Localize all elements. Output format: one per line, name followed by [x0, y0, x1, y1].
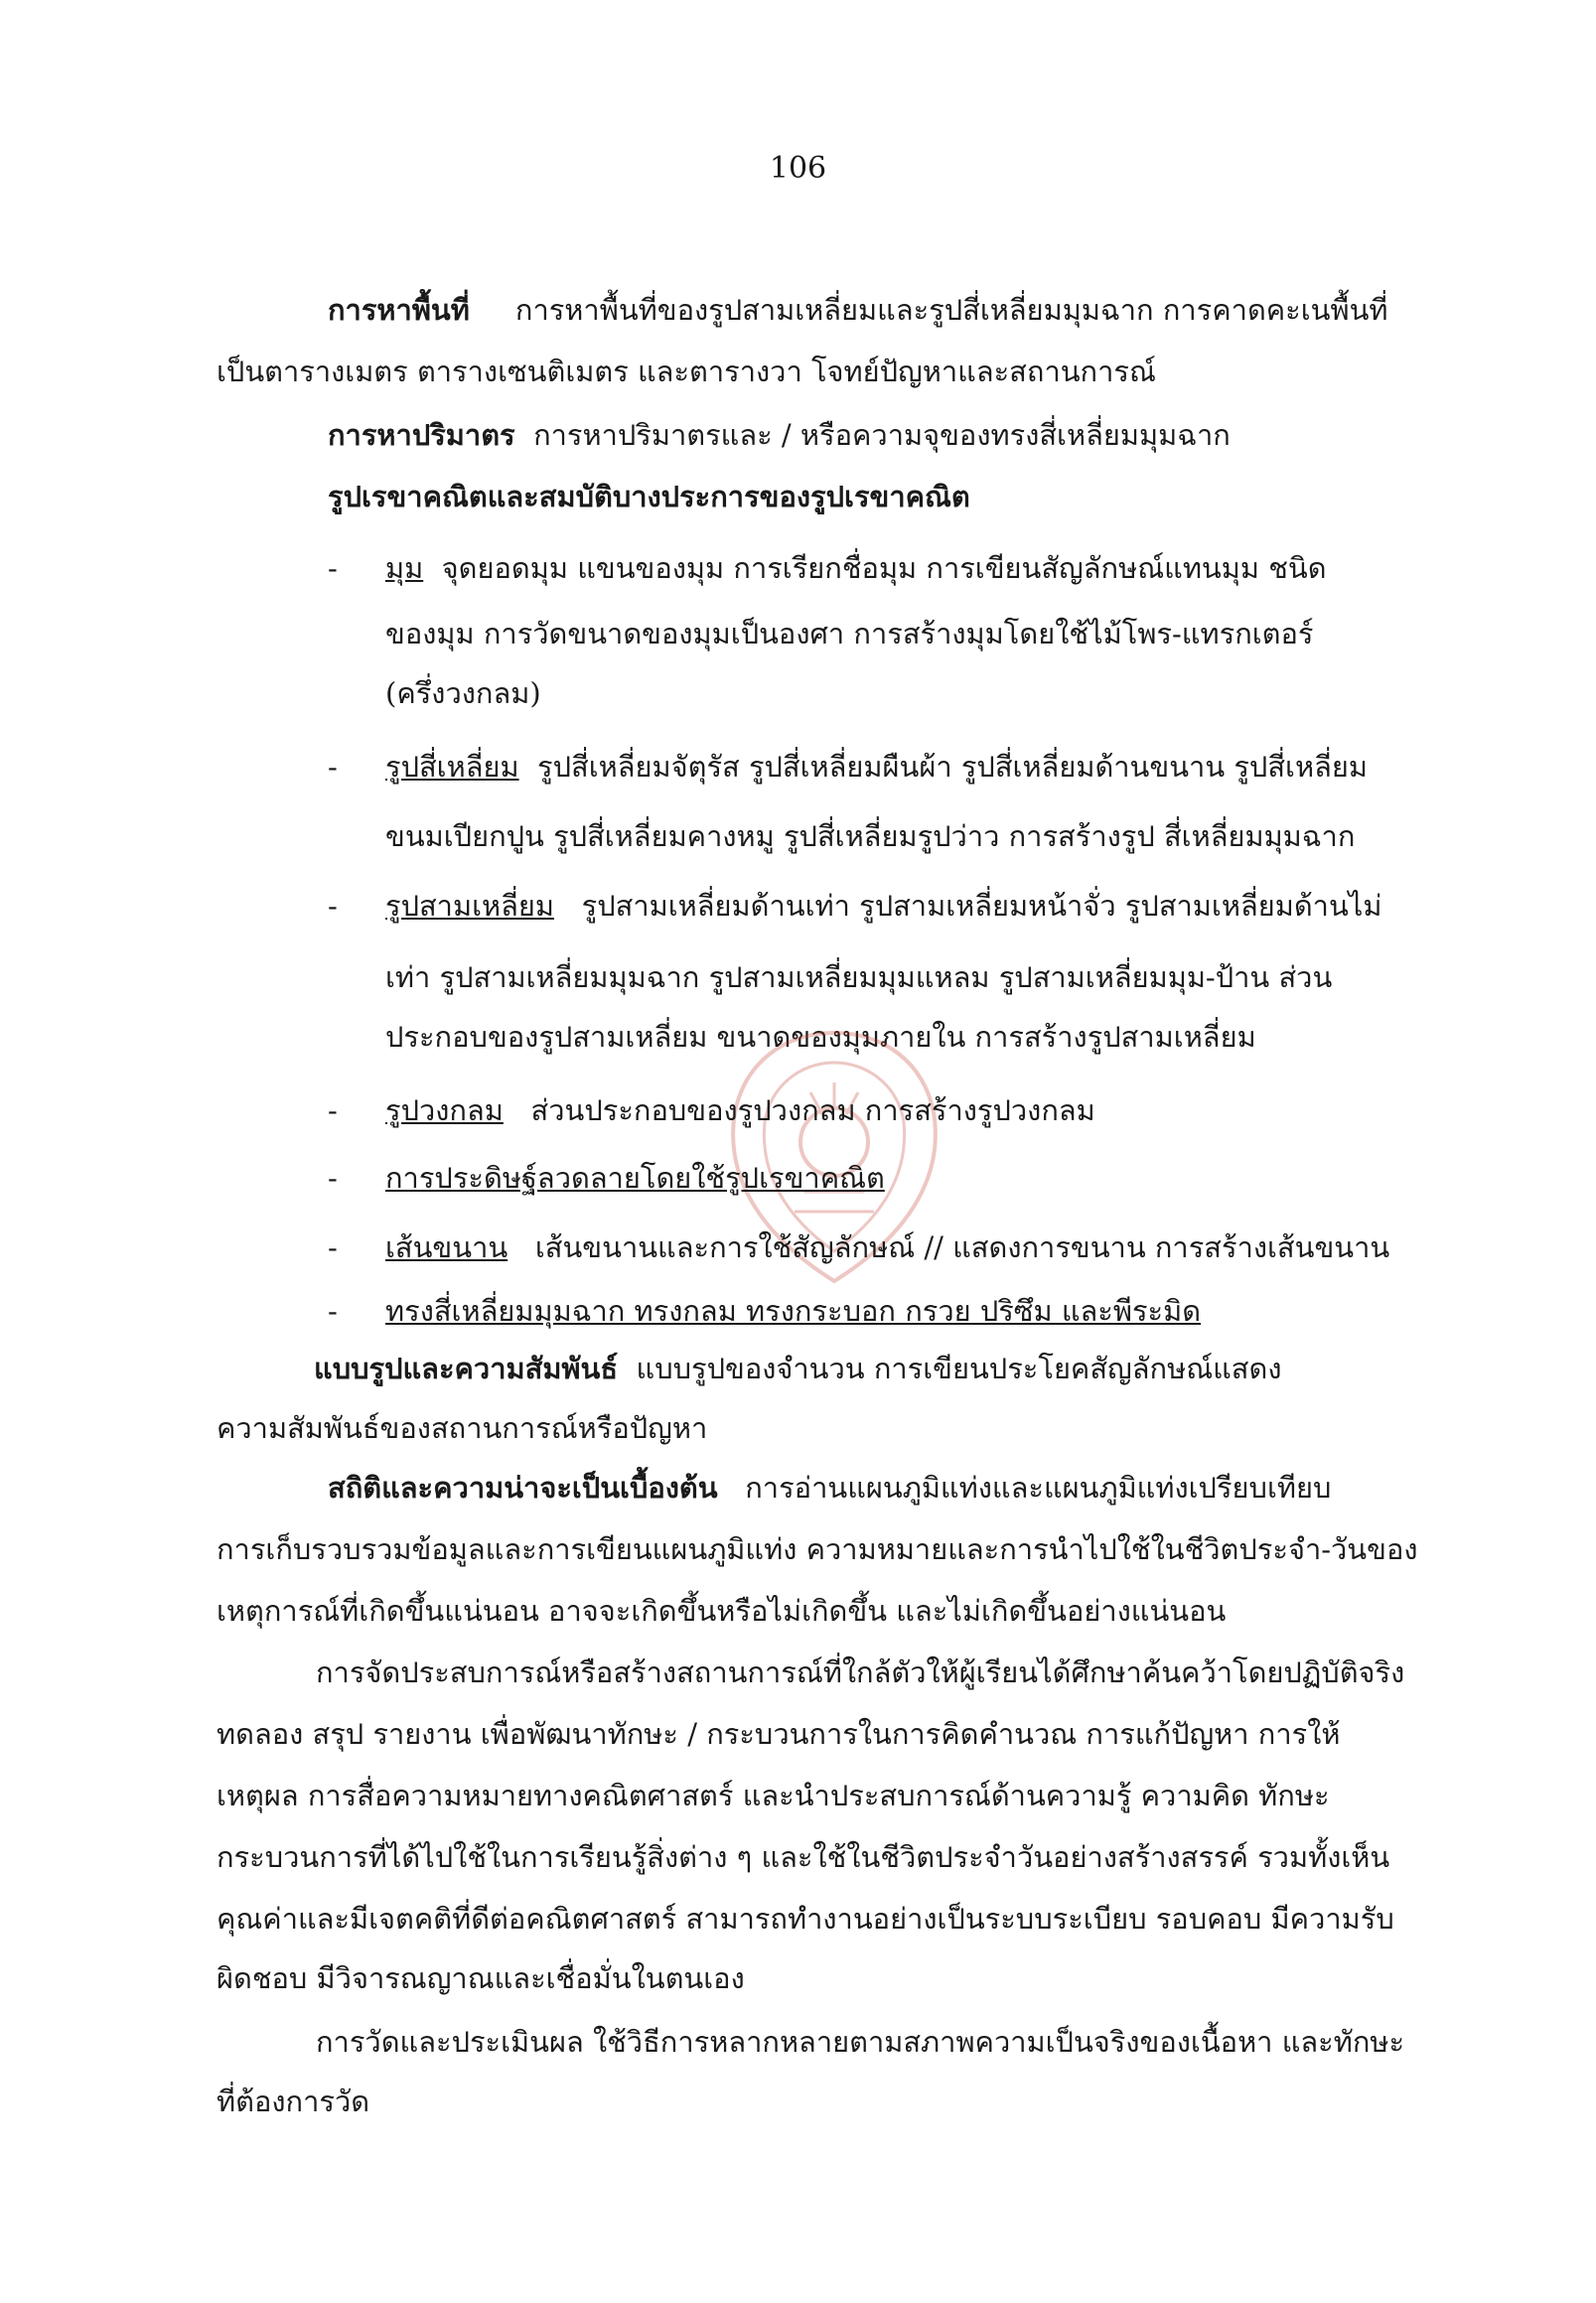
- angle-text-1: จุดยอดมุม แขนของมุม การเรียกชื่อมุม การเขียนสัญลักษณ์แทนมุม ชนิด: [441, 551, 1327, 585]
- bullet-dash: -: [328, 1161, 338, 1195]
- area-heading: การหาพื้นที่: [328, 293, 470, 327]
- triangle-text-2: เท่า รูปสามเหลี่ยมมุมฉาก รูปสามเหลี่ยมมุมแหลม รูปสามเหลี่ยมมุม-ป้าน ส่วน: [385, 960, 1333, 994]
- page-number: 106: [769, 151, 827, 186]
- patterns-text-1: แบบรูปของจำนวน การเขียนประโยคสัญลักษณ์แสดง: [636, 1352, 1282, 1385]
- area-text-2: เป็นตารางเมตร ตารางเซนติเมตร และตารางวา โจทย์ปัญหาและสถานการณ์: [217, 355, 1156, 388]
- angle-text-3: (ครึ่งวงกลม): [385, 676, 541, 710]
- triangle-text-3: ประกอบของรูปสามเหลี่ยม ขนาดของมุมภายใน การสร้างรูปสามเหลี่ยม: [385, 1020, 1256, 1054]
- area-paragraph-line-1: [328, 290, 1388, 330]
- solids-term: ทรงสี่เหลี่ยมมุมฉาก ทรงกลม ทรงกระบอก กรวย ปริซึม และพีระมิด: [385, 1294, 1202, 1328]
- bullet-dash: -: [328, 750, 338, 784]
- bullet-dash: -: [328, 889, 338, 923]
- stats-text-3: เหตุการณ์ที่เกิดขึ้นแน่นอน อาจจะเกิดขึ้นหรือไม่เกิดขึ้น และไม่เกิดขึ้นอย่างแน่นอน: [217, 1594, 1227, 1628]
- experience-text-5: คุณค่าและมีเจตคติที่ดีต่อคณิตศาสตร์ สามารถทำงานอย่างเป็นระบบระเบียบ รอบคอบ มีความรับ: [217, 1902, 1394, 1936]
- volume-heading: การหาปริมาตร: [328, 418, 515, 452]
- bullet-dash: -: [328, 1294, 338, 1328]
- stats-text-2: การเก็บรวบรวมข้อมูลและการเขียนแผนภูมิแท่ง ความหมายและการนำไปใช้ในชีวิตประจำ-วันของ: [217, 1532, 1418, 1566]
- angle-text-2: ของมุม การวัดขนาดของมุมเป็นองศา การสร้างมุมโดยใช้ไม้โพร-แทรกเตอร์: [385, 617, 1314, 650]
- bullet-dash: -: [328, 551, 338, 585]
- experience-text-6: ผิดชอบ มีวิจารณญาณและเชื่อมั่นในตนเอง: [217, 1961, 745, 1995]
- triangle-term: รูปสามเหลี่ยม: [385, 889, 554, 923]
- experience-text-3: เหตุผล การสื่อความหมายทางคณิตศาสตร์ และนำประสบการณ์ด้านความรู้ ความคิด ทักษะ: [217, 1779, 1330, 1812]
- patterns-line-1: [314, 1349, 1281, 1388]
- patterns-heading: แบบรูปและความสัมพันธ์: [314, 1352, 619, 1385]
- stats-line-1: [328, 1468, 1331, 1508]
- quad-text-1: รูปสี่เหลี่ยมจัตุรัส รูปสี่เหลี่ยมผืนผ้า รูปสี่เหลี่ยมด้านขนาน รูปสี่เหลี่ยม: [537, 750, 1368, 784]
- volume-text: การหาปริมาตรและ / หรือความจุของทรงสี่เหลี่ยมมุมฉาก: [533, 418, 1231, 452]
- quad-term: รูปสี่เหลี่ยม: [385, 750, 519, 784]
- quad-line-1: [385, 747, 1368, 787]
- bullet-dash: -: [328, 1093, 338, 1127]
- stats-heading: สถิติและความน่าจะเป็นเบื้องต้น: [328, 1471, 718, 1505]
- parallel-text-1: เส้นขนานและการใช้สัญลักษณ์ // แสดงการขนาน การสร้างเส้นขนาน: [534, 1230, 1390, 1264]
- triangle-text-1: รูปสามเหลี่ยมด้านเท่า รูปสามเหลี่ยมหน้าจั่ว รูปสามเหลี่ยมด้านไม่: [581, 889, 1382, 923]
- parallel-term: เส้นขนาน: [385, 1230, 508, 1264]
- assessment-text-2: ที่ต้องการวัด: [217, 2085, 370, 2118]
- volume-paragraph: [328, 415, 1231, 455]
- parallel-line-1: [385, 1227, 1389, 1267]
- pattern-term: การประดิษฐ์ลวดลายโดยใช้รูปเรขาคณิต: [385, 1161, 885, 1195]
- angle-term: มุม: [385, 551, 424, 585]
- assessment-text-1: การวัดและประเมินผล ใช้วิธีการหลากหลายตามสภาพความเป็นจริงของเนื้อหา และทักษะ: [316, 2025, 1405, 2059]
- experience-text-2: ทดลอง สรุป รายงาน เพื่อพัฒนาทักษะ / กระบวนการในการคิดคำนวณ การแก้ปัญหา การให้: [217, 1717, 1341, 1751]
- geometry-heading: รูปเรขาคณิตและสมบัติบางประการของรูปเรขาคณิต: [328, 480, 970, 513]
- quad-text-2: ขนมเปียกปูน รูปสี่เหลี่ยมคางหมู รูปสี่เหลี่ยมรูปว่าว การสร้างรูป สี่เหลี่ยมมุมฉาก: [385, 819, 1356, 853]
- patterns-text-2: ความสัมพันธ์ของสถานการณ์หรือปัญหา: [217, 1411, 708, 1445]
- triangle-line-1: [385, 886, 1381, 926]
- stats-text-1: การอ่านแผนภูมิแท่งและแผนภูมิแท่งเปรียบเทียบ: [745, 1471, 1332, 1505]
- area-text-1: การหาพื้นที่ของรูปสามเหลี่ยมและรูปสี่เหลี่ยมมุมฉาก การคาดคะเนพื้นที่: [514, 293, 1388, 327]
- bullet-dash: -: [328, 1230, 338, 1264]
- angle-line-1: [385, 548, 1327, 588]
- circle-line-1: [385, 1090, 1095, 1130]
- experience-text-4: กระบวนการที่ได้ไปใช้ในการเรียนรู้สิ่งต่าง ๆ และใช้ในชีวิตประจำวันอย่างสร้างสรรค์ รวมทั้งเห็น: [217, 1840, 1390, 1874]
- experience-text-1: การจัดประสบการณ์หรือสร้างสถานการณ์ที่ใกล้ตัวให้ผู้เรียนได้ศึกษาค้นคว้าโดยปฏิบัติจริง: [316, 1655, 1405, 1689]
- circle-term: รูปวงกลม: [385, 1093, 504, 1127]
- circle-text-1: ส่วนประกอบของรูปวงกลม การสร้างรูปวงกลม: [530, 1093, 1095, 1127]
